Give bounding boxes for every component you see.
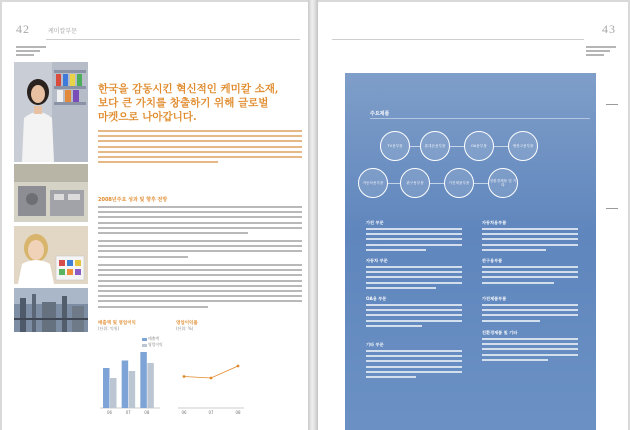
product-circle-phone: 휴대폰용부품	[420, 131, 450, 161]
headline-line-1: 한국을 감동시킨 혁신적인 케미칼 소재,	[98, 83, 279, 95]
panel-section-head-1: 가전 부문	[366, 220, 384, 225]
panel-title-rule	[370, 118, 590, 119]
product-circle-tv: TV용부품	[380, 131, 410, 161]
panel-section-head-2: 자동차 부문	[366, 258, 388, 263]
panel-text-2	[366, 266, 462, 292]
header-rule	[332, 39, 584, 40]
circle-connector	[430, 183, 444, 184]
line-chart-point-08	[237, 365, 240, 368]
line-chart-title: 영업이익률	[176, 321, 198, 326]
page-number: 42	[16, 22, 30, 36]
product-circle-fridge: 냉장고용부품	[508, 131, 538, 161]
circle-connector	[410, 146, 420, 147]
panel-section-head-6: 완구용부품	[482, 258, 503, 263]
page-number: 43	[602, 22, 616, 36]
body-paragraph-2	[98, 240, 302, 261]
margin-mark	[606, 104, 618, 105]
book-gutter	[308, 0, 318, 430]
bar-chart-unit: (단위: 억원)	[98, 326, 120, 331]
product-circle-oa: OA용부품	[464, 131, 494, 161]
legend-label-sales: 매출액	[148, 336, 160, 341]
circle-connector	[450, 146, 464, 147]
line-chart-series	[184, 366, 238, 378]
intro-paragraph	[98, 130, 302, 166]
bar-chart-tick-label: 07	[125, 410, 131, 415]
panel-section-head-7: 가전제품부품	[482, 296, 507, 301]
line-chart-tick-label: 07	[208, 410, 214, 415]
left-page	[2, 2, 308, 430]
panel-text-7	[482, 304, 578, 325]
product-circle-eco: 친환경제품 및 기타	[488, 168, 518, 198]
headline-line-3: 마켓으로 나아갑니다.	[98, 111, 197, 123]
bar-chart	[98, 342, 162, 418]
body-paragraph-1	[98, 206, 302, 237]
product-circle-toy: 완구용부품	[400, 168, 430, 198]
product-circle-appliance: 가전제품부품	[444, 168, 474, 198]
legend-swatch-sales	[142, 338, 147, 341]
margin-mark	[606, 208, 618, 209]
circle-connector	[474, 183, 488, 184]
bar-chart-title: 매출액 및 영업이익	[98, 321, 136, 326]
panel-text-1	[366, 228, 462, 254]
section-name: 케미칼부문	[48, 28, 77, 35]
bar-08-1	[147, 363, 154, 408]
line-chart-point-06	[183, 375, 186, 378]
line-chart-point-07	[210, 377, 213, 380]
plant-photo	[14, 288, 88, 332]
headline-line-2: 보다 큰 가치를 창출하기 위해 글로벌	[98, 97, 269, 109]
bar-chart-tick-label: 08	[144, 410, 150, 415]
right-page	[318, 2, 628, 430]
researcher-photo	[14, 62, 88, 162]
header-rule	[46, 39, 300, 40]
panel-section-head-3: OA용 부문	[366, 296, 387, 301]
panel-text-8	[482, 338, 578, 364]
page-meta	[16, 46, 46, 58]
panel-section-head-5: 자동차용부품	[482, 220, 507, 225]
line-chart-tick-label: 06	[181, 410, 187, 415]
bar-08-0	[140, 352, 147, 408]
page-meta	[586, 46, 616, 58]
panel-text-6	[482, 266, 578, 287]
panel-title: 주요제품	[370, 111, 390, 117]
line-chart	[176, 342, 246, 418]
bar-chart-tick-label: 06	[106, 410, 113, 415]
bar-06-0	[103, 368, 110, 408]
legend-label-profit: 영업이익	[148, 342, 163, 347]
samples-photo	[14, 226, 88, 284]
headline	[98, 82, 306, 124]
lab-photo	[14, 164, 88, 222]
bar-06-1	[110, 378, 117, 408]
panel-text-4	[366, 350, 462, 381]
bar-07-0	[122, 361, 129, 409]
circle-connector	[494, 146, 508, 147]
panel-section-head-8: 친환경제품 및 기타	[482, 330, 518, 335]
panel-text-5	[482, 228, 578, 254]
bar-07-1	[129, 371, 135, 408]
panel-section-head-4: 기타 부문	[366, 342, 384, 347]
panel-text-3	[366, 304, 462, 330]
section-subheading: 2008년주요 성과 및 향후 전망	[98, 197, 168, 203]
line-chart-unit: (단위: %)	[176, 326, 194, 331]
product-circle-auto: 자동차용부품	[358, 168, 388, 198]
line-chart-tick-label: 08	[235, 410, 241, 415]
body-paragraph-3	[98, 264, 302, 311]
circle-connector	[388, 183, 400, 184]
